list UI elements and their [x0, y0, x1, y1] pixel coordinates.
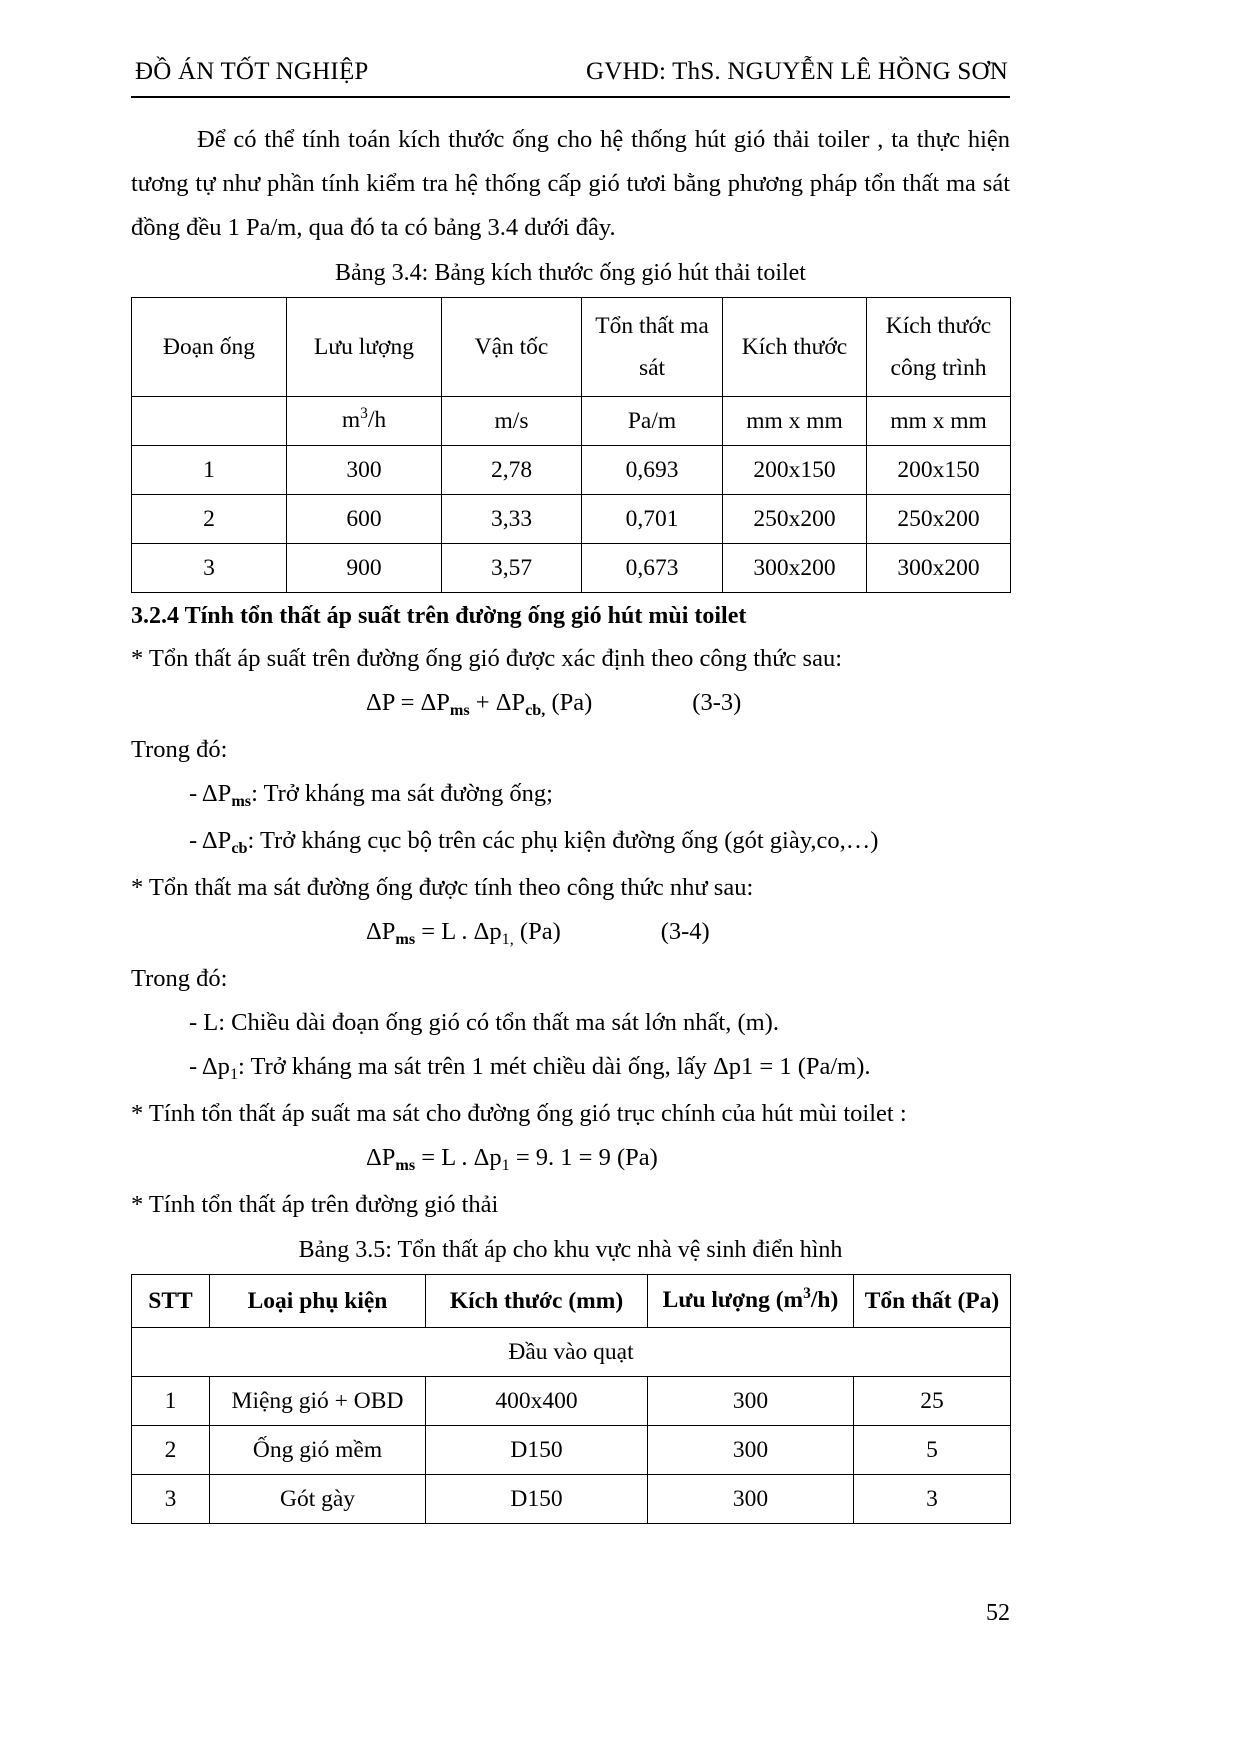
table35-cell: 3 [854, 1475, 1011, 1524]
table35-header-cell: STT [132, 1275, 210, 1328]
header-divider-rule [131, 96, 1010, 98]
table34-unit-cell [132, 397, 287, 446]
table34-cell: 0,693 [582, 446, 723, 495]
definition-delta-p-cb: - $\Delta P_{cb}$: Trở kháng cục bộ trên các phụ kiện đường ống (gót giày,co,…) [189, 827, 879, 857]
table35-cell: 300 [648, 1377, 854, 1426]
table34-header-cell: Kích thước công trình [867, 298, 1011, 397]
table35-caption: Bảng 3.5: Tổn thất áp cho khu vực nhà vệ sinh điển hình [298, 1237, 843, 1263]
formula-calculation: $\Delta P_{ms} = L$ . $\Delta p_1 = 9$. 1 = 9 (Pa) [366, 1144, 658, 1174]
table34-header-cell: Lưu lượng [287, 298, 442, 397]
definition-delta-p1: - $\Delta p_1$: Trở kháng ma sát trên 1 mét chiều dài ống, lấy Δp1 = 1 (Pa/m). [189, 1053, 871, 1083]
table34-cell: 200x150 [867, 446, 1011, 495]
table35-cell: D150 [426, 1475, 648, 1524]
table34-unit-cell: mm x mm [723, 397, 867, 446]
section-line-3: * Tính tổn thất áp suất ma sát cho đường ống gió trục chính của hút mùi toilet : [131, 1100, 907, 1127]
table34-unit-cell: mm x mm [867, 397, 1011, 446]
table35-group-label: Đầu vào quạt [132, 1328, 1011, 1377]
trong-do-label-1: Trong đó: [131, 736, 228, 763]
table35-cell: 1 [132, 1377, 210, 1426]
equation-number-3-4: (3-4) [660, 918, 710, 945]
table35-cell: D150 [426, 1426, 648, 1475]
table35-group-row [132, 1328, 1011, 1377]
table34-cell: 600 [287, 495, 442, 544]
equation-number-3-3: (3-3) [692, 689, 742, 716]
table-row [132, 544, 1011, 593]
table34-header-row [132, 298, 1011, 397]
table35-header-cell: Lưu lượng $(m^3/h)$ [648, 1275, 854, 1328]
section-line-2: * Tổn thất ma sát đường ống được tính theo công thức như sau: [131, 874, 754, 901]
table34-header-cell: Tổn thất ma sát [582, 298, 723, 397]
table34-unit-cell: m/s [442, 397, 582, 446]
table35-cell: 3 [132, 1475, 210, 1524]
table34-caption: Bảng 3.4: Bảng kích thước ống gió hút thải toilet [335, 260, 806, 286]
table35-cell: Ống gió mềm [210, 1426, 426, 1475]
running-header [131, 58, 1010, 86]
table34-header-cell: Vận tốc [442, 298, 582, 397]
intro-paragraph-text: Để có thể tính toán kích thước ống cho hệ thống hút gió thải toiler , ta thực hiện tương tự như phần tính kiểm tra hệ thống cấp gió tươi bằng phương pháp tổn thất ma sát đồng đều 1 Pa/m, qua đó ta có bảng 3.4 dưới đây. [131, 126, 1010, 241]
table35-cell: 25 [854, 1377, 1011, 1426]
section-line-4: * Tính tổn thất áp trên đường gió thải [131, 1191, 499, 1218]
intro-paragraph [131, 118, 1010, 250]
table34-cell: 1 [132, 446, 287, 495]
table-row [132, 495, 1011, 544]
table34-cell: 2 [132, 495, 287, 544]
formula-3-3: $\Delta P = \Delta P_{ms} + \Delta P_{cb,}$ (Pa) (3-3) [131, 681, 1010, 728]
table34-cell: 0,673 [582, 544, 723, 593]
table35-header-row [132, 1275, 1011, 1328]
table-row [132, 1426, 1011, 1475]
page-content [131, 118, 1010, 1524]
header-right-text: GVHD: ThS. NGUYỄN LÊ HỒNG SƠN [586, 58, 1008, 85]
table35-cell: 300 [648, 1475, 854, 1524]
table34-cell: 0,701 [582, 495, 723, 544]
definition-delta-p-ms: - $\Delta P_{ms}$: Trở kháng ma sát đường ống; [189, 780, 553, 810]
table34-cell: 900 [287, 544, 442, 593]
table35-cell: Miệng gió + OBD [210, 1377, 426, 1426]
table34-header-cell: Đoạn ống [132, 298, 287, 397]
table34-cell: 300x200 [867, 544, 1011, 593]
header-left-text: ĐỒ ÁN TỐT NGHIỆP [135, 58, 369, 85]
formula-3-4: $\Delta P_{ms} = L$ . $\Delta p_{1,}$ (Pa) (3-4) [131, 910, 1010, 957]
table34-unit-cell: Pa/m [582, 397, 723, 446]
table-row [132, 1475, 1011, 1524]
definition-L: - L: Chiều dài đoạn ống gió có tổn thất ma sát lớn nhất, (m). [189, 1009, 779, 1036]
table-row [132, 1377, 1011, 1426]
table34-cell: 3,57 [442, 544, 582, 593]
table35-header-cell: Tổn thất (Pa) [854, 1275, 1011, 1328]
table34-cell: 2,78 [442, 446, 582, 495]
section-heading-324: 3.2.4 Tính tổn thất áp suất trên đường ống gió hút mùi toilet [131, 603, 747, 629]
table34-cell: 3,33 [442, 495, 582, 544]
table34-cell: 3 [132, 544, 287, 593]
table34-cell: 250x200 [723, 495, 867, 544]
table-pressure-loss-35 [131, 1274, 1011, 1524]
table34-header-cell: Kích thước [723, 298, 867, 397]
table35-header-cell: Loại phụ kiện [210, 1275, 426, 1328]
table34-cell: 200x150 [723, 446, 867, 495]
table35-cell: 400x400 [426, 1377, 648, 1426]
section-line-1: * Tổn thất áp suất trên đường ống gió được xác định theo công thức sau: [131, 645, 843, 672]
table35-cell: 300 [648, 1426, 854, 1475]
page-number: 52 [986, 1600, 1010, 1626]
table35-header-cell: Kích thước (mm) [426, 1275, 648, 1328]
table34-cell: 250x200 [867, 495, 1011, 544]
table-duct-sizes-34 [131, 297, 1011, 593]
table34-unit-cell: $m^3/h$ [287, 397, 442, 446]
table34-units-row [132, 397, 1011, 446]
table35-cell: 5 [854, 1426, 1011, 1475]
trong-do-label-2: Trong đó: [131, 965, 228, 992]
table34-cell: 300 [287, 446, 442, 495]
table34-cell: 300x200 [723, 544, 867, 593]
table35-cell: 2 [132, 1426, 210, 1475]
table35-cell: Gót gày [210, 1475, 426, 1524]
table-row [132, 446, 1011, 495]
